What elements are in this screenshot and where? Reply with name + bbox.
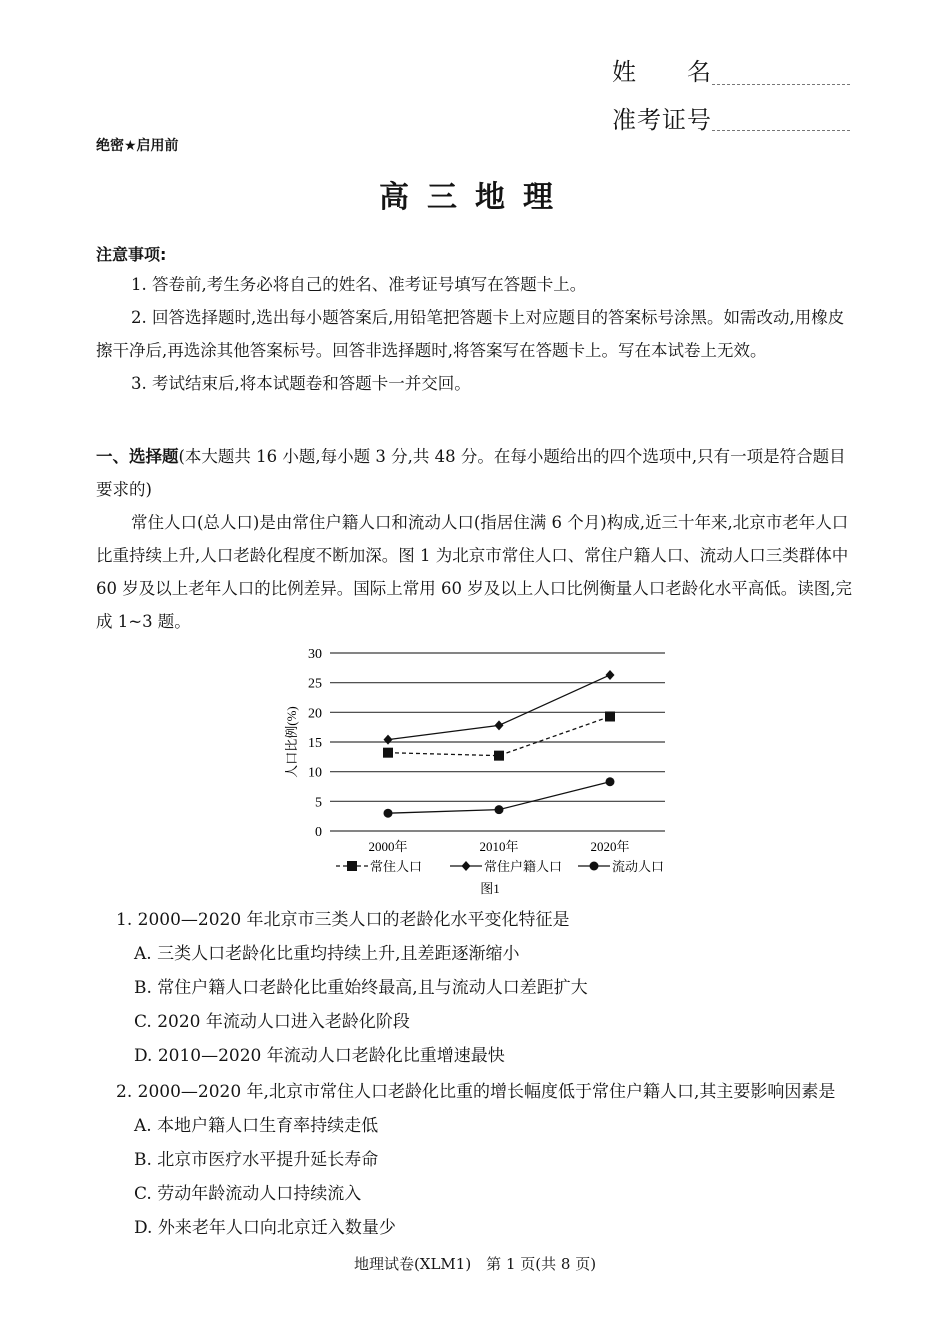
section-instructions	[96, 440, 858, 506]
series-circle	[384, 777, 615, 817]
option-c[interactable]: C. 劳动年龄流动人口持续流入	[134, 1184, 362, 1204]
option-d[interactable]: D. 外来老年人口向北京迁入数量少	[134, 1218, 396, 1238]
series-diamond	[384, 670, 615, 745]
question-1	[116, 903, 876, 1073]
notice-heading: 注意事项:	[96, 245, 167, 264]
option-a[interactable]: A. 本地户籍人口生育率持续走低	[134, 1116, 379, 1136]
svg-text:0: 0	[315, 825, 322, 840]
option-c[interactable]: C. 2020 年流动人口进入老龄化阶段	[134, 1012, 410, 1032]
chart-y-axis-label: 人口比例(%)	[284, 706, 299, 778]
chart-y-ticks	[308, 647, 322, 840]
svg-text:10: 10	[308, 765, 322, 781]
option-b[interactable]: B. 北京市医疗水平提升延长寿命	[134, 1150, 379, 1170]
svg-text:15: 15	[308, 736, 322, 751]
option-d[interactable]: D. 2010—2020 年流动人口老龄化比重增速最快	[134, 1046, 505, 1066]
notice-list	[96, 268, 856, 400]
svg-text:流动人口: 流动人口	[612, 859, 665, 874]
svg-text:30: 30	[308, 647, 322, 662]
chart-title: 图1	[480, 881, 500, 896]
question-stem: 1. 2000—2020 年北京市三类人口的老龄化水平变化特征是	[116, 910, 570, 930]
section-instructions-text: (本大题共 16 小题,每小题 3 分,共 48 分。在每小题给出的四个选项中,只有一项是符合题目要求的)	[96, 447, 846, 499]
svg-text:20: 20	[308, 706, 322, 722]
legend-item	[578, 859, 664, 874]
figure-1-chart	[280, 640, 680, 900]
question-stem: 2. 2000—2020 年,北京市常住人口老龄化比重的增长幅度低于常住户籍人口,其主要影响因素是	[116, 1082, 836, 1102]
notice-item: 2. 回答选择题时,选出每小题答案后,用铅笔把答题卡上对应题目的答案标号涂黑。如需改动,用橡皮擦干净后,再选涂其他答案标号。回答非选择题时,将答案写在答题卡上。写在本试卷上无效。	[96, 308, 845, 360]
svg-text:常住户籍人口: 常住户籍人口	[484, 859, 563, 874]
page-footer: 地理试卷(XLM1) 第 1 页(共 8 页)	[353, 1255, 597, 1273]
secret-mark: 绝密★启用前	[96, 138, 179, 154]
reading-passage: 常住人口(总人口)是由常住户籍人口和流动人口(指居住满 6 个月)构成,近三十年来,北京市老年人口比重持续上升,人口老龄化程度不断加深。图 1 为北京市常住人口、常住户籍人口、流动人口三类群体中 60 岁及以上老年人口的比例差异。国际上常用 60 岁及以上人口比例衡量人口老龄化水平高低。读图,完成 1~3 题。	[96, 513, 852, 631]
svg-text:25: 25	[308, 676, 322, 692]
chart-series	[383, 670, 615, 818]
option-a[interactable]: A. 三类人口老龄化比重均持续上升,且差距逐渐缩小	[134, 944, 520, 964]
svg-text:常住人口: 常住人口	[370, 859, 423, 874]
section-heading: 一、选择题	[96, 447, 179, 466]
page-title: 高三地理	[379, 180, 571, 215]
legend-item	[450, 859, 562, 874]
chart-legend	[336, 859, 664, 874]
svg-text:5: 5	[315, 795, 322, 811]
name-label: 姓 名	[612, 58, 712, 86]
legend-item	[336, 859, 422, 874]
question-2	[116, 1075, 876, 1245]
notice-item: 1. 答卷前,考生务必将自己的姓名、准考证号填写在答题卡上。	[131, 275, 587, 294]
svg-text:2020年: 2020年	[590, 839, 630, 854]
chart-gridlines	[330, 653, 665, 831]
chart-x-ticks	[368, 839, 629, 854]
svg-text:2000年: 2000年	[368, 839, 408, 854]
exam-id-input-line[interactable]	[712, 130, 850, 131]
option-b[interactable]: B. 常住户籍人口老龄化比重始终最高,且与流动人口差距扩大	[134, 978, 588, 998]
section-1	[96, 440, 858, 638]
notice-item: 3. 考试结束后,将本试题卷和答题卡一并交回。	[131, 374, 471, 393]
name-input-line[interactable]	[712, 84, 850, 85]
svg-text:2010年: 2010年	[479, 839, 519, 854]
exam-id-label: 准考证号	[612, 106, 712, 134]
